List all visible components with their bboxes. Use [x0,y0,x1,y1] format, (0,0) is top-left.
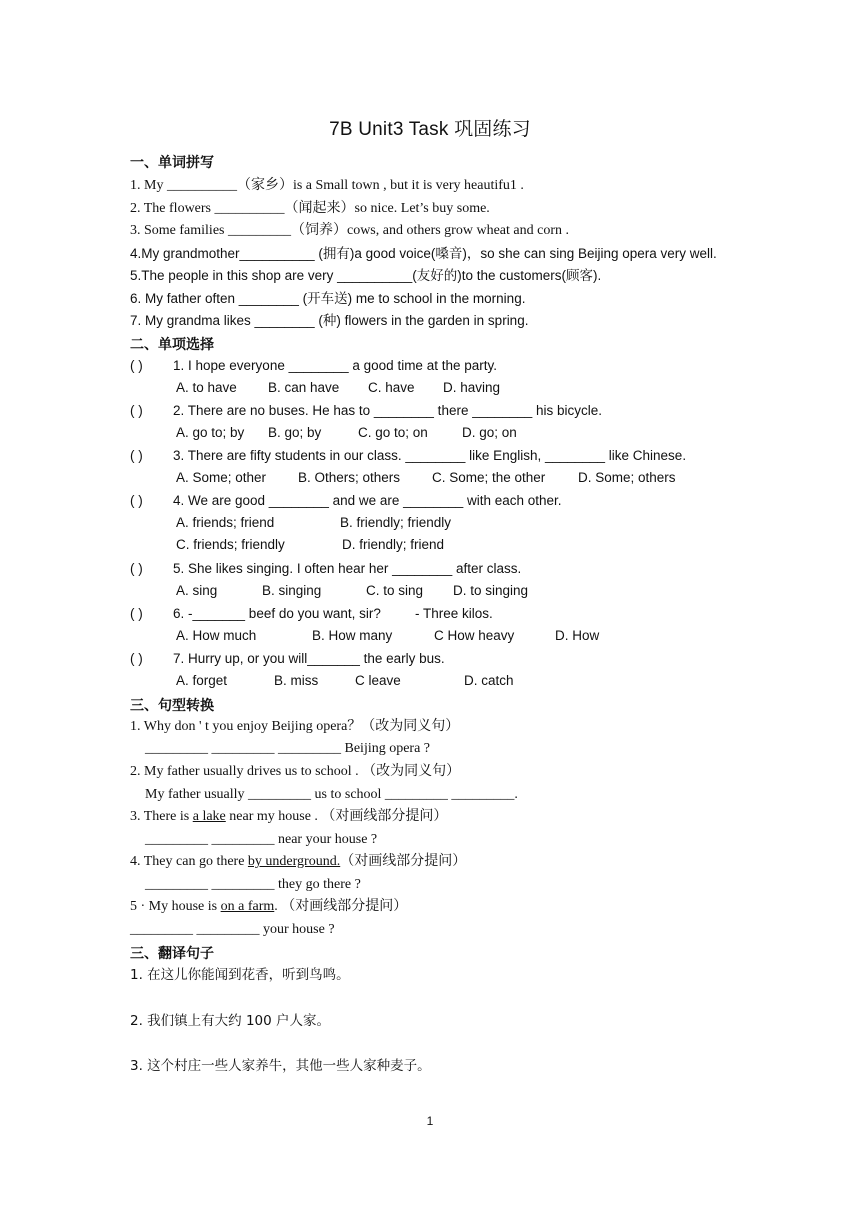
option-d: D. go; on [462,425,517,440]
translate-item-2: 2. 我们镇上有大约 100 户人家。 [130,1013,331,1029]
transform-q4-pre: 4. They can go there [130,854,248,869]
mc-question-6-text: 6. -_______ beef do you want, sir? [173,606,381,621]
mc-question-4-paren: ( ) [130,493,143,508]
option-b: B. Others; others [298,470,401,485]
mc-question-6-paren: ( ) [130,606,143,621]
page-title: 7B Unit3 Task 巩固练习 [329,119,531,140]
mc-question-7-text: 7. Hurry up, or you will_______ the early bus. [173,651,445,666]
option-c: C. friends; friendly [176,537,285,552]
option-a: A. to have [176,380,237,395]
mc-question-1-text: 1. I hope everyone ________ a good time at the party. [173,358,497,373]
mc-question-3-text: 3. There are fifty students in our class. ________ like English, ________ like Chinese. [173,448,687,463]
spelling-item-1: 1. My __________（家乡）is a Small town , but it is very heautifu1 . [130,178,524,193]
option-a: A. friends; friend [176,515,275,530]
mc-question-3-paren: ( ) [130,448,143,463]
transform-a3: _________ _________ near your house ? [145,832,378,847]
option-b: B. go; by [268,425,322,440]
option-c: C leave [355,673,401,688]
transform-a1: _________ _________ _________ Beijing opera ? [145,741,431,756]
spelling-item-3: 3. Some families _________（饲养）cows, and others grow wheat and corn . [130,223,569,238]
transform-q4 [130,853,466,871]
option-c: C. go to; on [358,425,428,440]
mc-question-2-paren: ( ) [130,403,143,418]
mc-question-6-reply: - Three kilos. [415,606,493,621]
option-d: D. Some; others [578,470,676,485]
underlined-phrase: a lake [192,809,226,824]
transform-q4-post: （对画线部分提问） [340,854,467,869]
section-heading-transform: 三、句型转换 [130,698,214,714]
spelling-item-2: 2. The flowers __________（闻起来）so nice. Let’s buy some. [130,201,490,216]
option-b: B. singing [262,583,322,598]
option-a: A. How much [176,628,257,643]
mc-question-2-text: 2. There are no buses. He has to ________ there ________ his bicycle. [173,403,603,418]
option-b: B. miss [274,673,319,688]
answer-paren: ( ) [130,358,143,373]
mc-question-1 [130,357,143,375]
option-d: D. to singing [453,583,529,598]
option-b: B. can have [268,380,340,395]
transform-q3-pre: 3. There is [130,809,193,824]
transform-q3-post: near my house . （对画线部分提问） [225,809,448,824]
option-d: D. having [443,380,501,395]
option-a: A. Some; other [176,470,267,485]
option-d: D. catch [464,673,514,688]
transform-q3 [130,808,447,826]
option-c: C. have [368,380,415,395]
option-a: A. forget [176,673,228,688]
spelling-item-7: 7. My grandma likes ________ (种) flowers in the garden in spring. [130,313,529,328]
mc-question-4-text: 4. We are good ________ and we are ________ with each other. [173,493,562,508]
section-heading-translate: 三、翻译句子 [130,946,214,962]
transform-q1: 1. Why don ' t you enjoy Beijing opera？（改为同义句） [130,719,460,734]
option-b: B. friendly; friendly [340,515,452,530]
section-heading-choice: 二、单项选择 [130,337,214,353]
option-d: D. friendly; friend [342,537,445,552]
underlined-phrase: on a farm [220,899,275,914]
transform-a2: My father usually _________ us to school _________ _________. [145,787,518,802]
option-c: C How heavy [434,628,515,643]
option-b: B. How many [312,628,393,643]
translate-item-3: 3. 这个村庄一些人家养牛，其他一些人家种麦子。 [130,1058,431,1074]
transform-a4: _________ _________ they go there ? [145,877,361,892]
transform-q5-post: . （对画线部分提问） [274,899,408,914]
option-c: C. to sing [366,583,424,598]
option-d: D. How [555,628,600,643]
transform-a5: _________ _________ your house ? [130,922,335,937]
page-number: 1 [426,1114,434,1128]
transform-q2: 2. My father usually drives us to school . （改为同义句） [130,764,461,779]
transform-q5 [130,898,407,916]
option-a: A. sing [176,583,218,598]
underlined-phrase: by underground. [247,854,341,869]
option-c: C. Some; the other [432,470,546,485]
section-heading-spelling: 一、单词拼写 [130,155,214,171]
transform-q5-pre: 5 · My house is [130,899,221,914]
mc-question-5-paren: ( ) [130,561,143,576]
mc-question-5-text: 5. She likes singing. I often hear her ________ after class. [173,561,522,576]
spelling-item-4: 4.My grandmother__________ (拥有)a good voice(嗓音)，so she can sing Beijing opera very well. [130,246,717,261]
option-a: A. go to; by [176,425,245,440]
spelling-item-5: 5.The people in this shop are very __________(友好的)to the customers(顾客). [130,268,602,283]
translate-item-1: 1. 在这儿你能闻到花香，听到鸟鸣。 [130,967,350,983]
spelling-item-6: 6. My father often ________ (开车送) me to school in the morning. [130,291,526,306]
mc-question-7-paren: ( ) [130,651,143,666]
